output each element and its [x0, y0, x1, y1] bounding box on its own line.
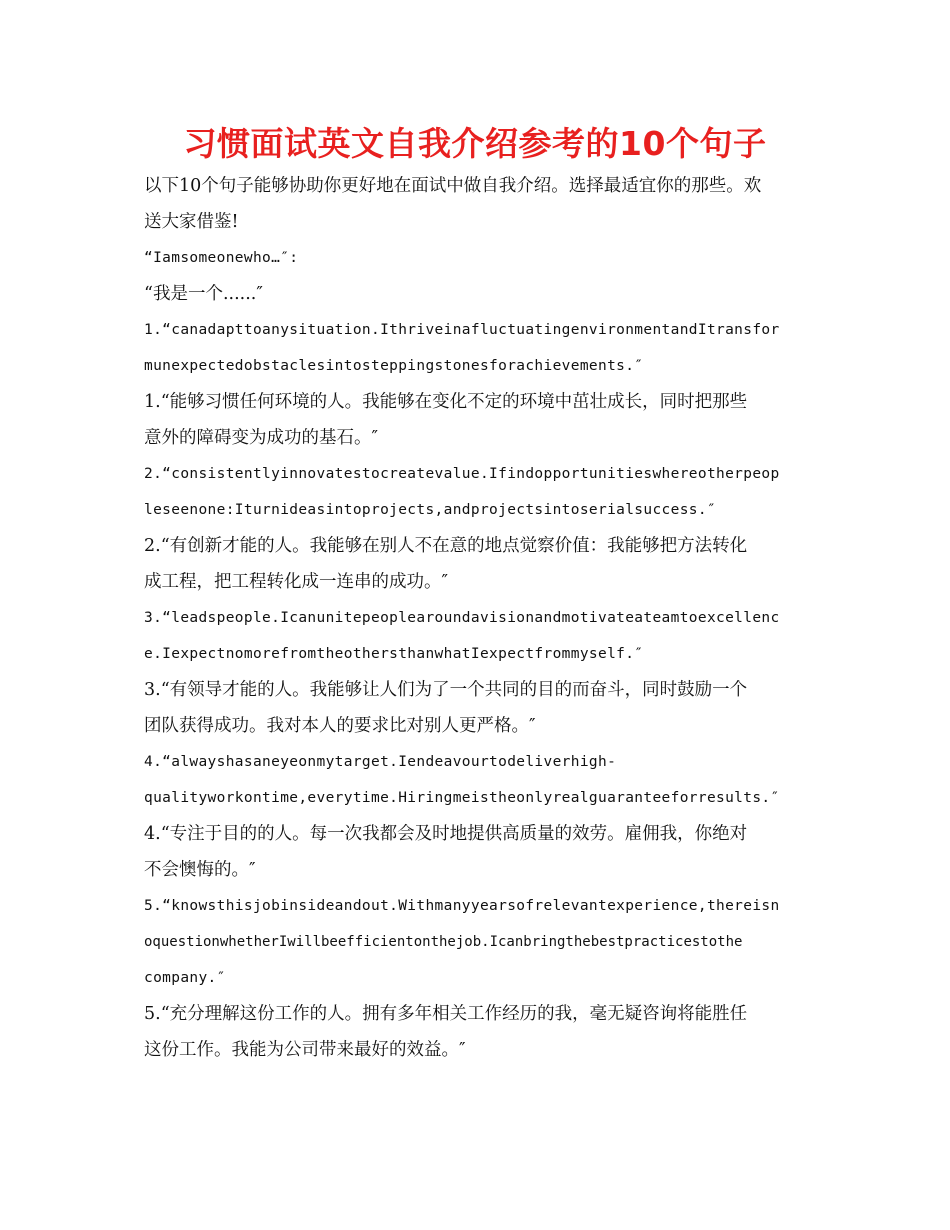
sentence-1-cn-line-2: 意外的障碍变为成功的基石。″ [144, 428, 379, 448]
sentence-1-cn-line-1: 1.“能够习惯任何环境的人。我能够在变化不定的环境中茁壮成长，同时把那些 [144, 392, 748, 412]
sentence-4-cn-line-2: 不会懊悔的。″ [144, 860, 256, 880]
sentence-4-en-line-1: 4.“alwayshasaneyeonmytarget.Iendeavourtodeliverhigh- [144, 754, 617, 770]
prompt-english: “Iamsomeonewho…″: [144, 250, 299, 266]
sentence-5-en-line-2: oquestionwhetherIwillbeefficientonthejob.Icanbringthebestpracticestothe [144, 934, 743, 950]
sentence-5-en-line-3: company.″ [144, 970, 226, 986]
document-title: 习惯面试英文自我介绍参考的10个句子 [183, 124, 767, 163]
prompt-chinese: “我是一个......″ [144, 284, 263, 304]
document-body [144, 168, 806, 1068]
intro-line-1: 以下10个句子能够协助你更好地在面试中做自我介绍。选择最适宜你的那些。欢 [144, 176, 762, 196]
sentence-4-cn-line-1: 4.“专注于目的的人。每一次我都会及时地提供高质量的效劳。雇佣我，你绝对 [144, 824, 748, 844]
sentence-3-cn-line-2: 团队获得成功。我对本人的要求比对别人更严格。″ [144, 716, 536, 736]
intro-line-2: 送大家借鉴! [144, 212, 239, 232]
sentence-4-en-line-2: qualityworkontime,everytime.Hiringmeistheonlyrealguaranteeforresults.″ [144, 790, 780, 806]
sentence-3-en-line-1: 3.“leadspeople.Icanunitepeoplearoundavisionandmotivateateamtoexcellenc [144, 610, 780, 626]
sentence-1-en-line-2: munexpectedobstaclesintosteppingstonesforachievements.″ [144, 358, 644, 374]
sentence-2-cn-line-1: 2.“有创新才能的人。我能够在别人不在意的地点觉察价值：我能够把方法转化 [144, 536, 748, 556]
sentence-2-en-line-2: leseenone:Iturnideasintoprojects,andprojectsintoserialsuccess.″ [144, 502, 717, 518]
sentence-3-en-line-2: e.IexpectnomorefromtheothersthanwhatIexpectfrommyself.″ [144, 646, 644, 662]
sentence-2-cn-line-2: 成工程，把工程转化成一连串的成功。″ [144, 572, 449, 592]
sentence-2-en-line-1: 2.“consistentlyinnovatestocreatevalue.Ifindopportunitieswhereotherpeop [144, 466, 780, 482]
sentence-5-cn-line-1: 5.“充分理解这份工作的人。拥有多年相关工作经历的我，毫无疑咨询将能胜任 [144, 1004, 748, 1024]
sentence-1-en-line-1: 1.“canadapttoanysituation.IthriveinafluctuatingenvironmentandItransfor [144, 322, 780, 338]
sentence-5-cn-line-2: 这份工作。我能为公司带来最好的效益。″ [144, 1040, 466, 1060]
sentence-3-cn-line-1: 3.“有领导才能的人。我能够让人们为了一个共同的目的而奋斗，同时鼓励一个 [144, 680, 748, 700]
sentence-5-en-line-1: 5.“knowsthisjobinsideandout.Withmanyyearsofrelevantexperience,thereisn [144, 898, 780, 914]
